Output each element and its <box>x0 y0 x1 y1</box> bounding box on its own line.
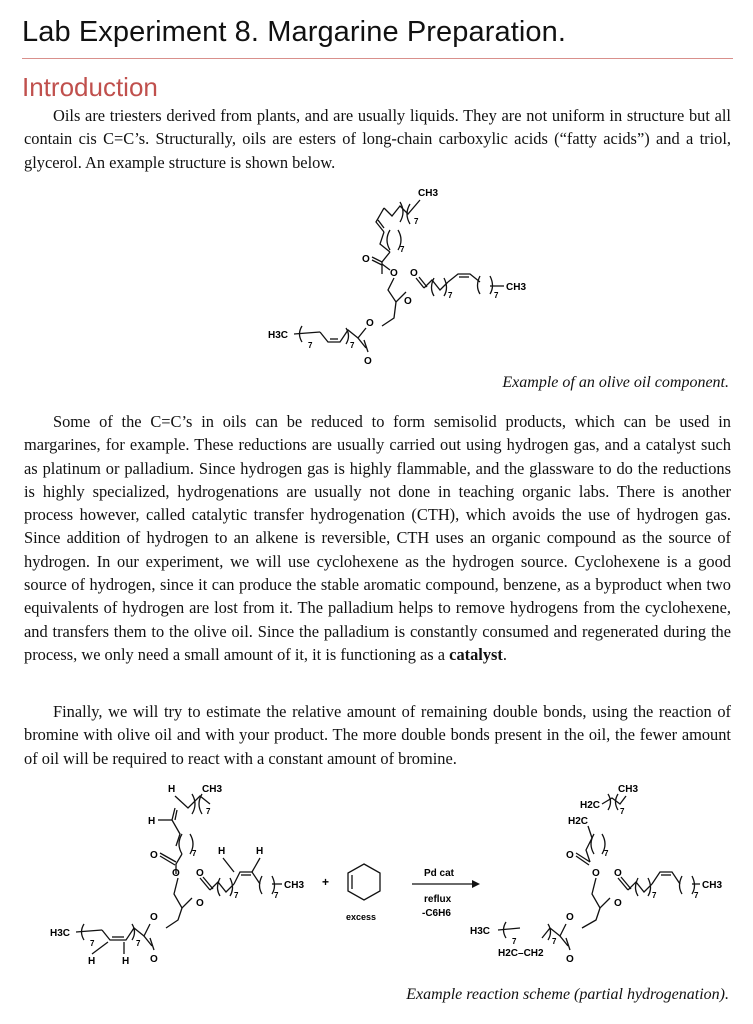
repeat-subscript: 7 <box>274 891 279 900</box>
repeat-subscript: 7 <box>652 891 657 900</box>
chain-bond <box>628 882 652 892</box>
paragraph-intro <box>24 104 731 174</box>
glycerol-bond <box>592 878 610 908</box>
double-bond <box>175 810 177 820</box>
repeat-bracket <box>636 878 639 896</box>
repeat-bracket <box>260 876 263 894</box>
repeat-subscript: 7 <box>400 245 405 254</box>
h3c-label: H3C <box>268 330 289 341</box>
repeat-bracket <box>478 276 481 294</box>
ch3-label: CH3 <box>418 188 439 199</box>
oxygen-label: O <box>592 868 600 879</box>
oxygen-label: O <box>614 868 622 879</box>
h3c-label: H3C <box>470 926 491 937</box>
title-divider <box>22 58 733 59</box>
chain-bond <box>602 796 626 804</box>
page-title: Lab Experiment 8. Margarine Preparation. <box>22 16 567 48</box>
chain-bond <box>560 924 568 946</box>
ch3-label: CH3 <box>506 282 527 293</box>
chain-bond <box>376 208 384 232</box>
repeat-subscript: 7 <box>448 291 453 300</box>
repeat-subscript: 7 <box>234 891 239 900</box>
repeat-subscript: 7 <box>192 849 197 858</box>
repeat-bracket <box>680 876 683 894</box>
oxygen-label: O <box>150 954 158 965</box>
reflux-label: reflux <box>424 894 452 905</box>
hydrogen-label: H <box>88 956 96 967</box>
ch3-label: CH3 <box>702 880 723 891</box>
repeat-bracket <box>387 230 390 250</box>
repeat-bracket <box>608 794 611 810</box>
repeat-subscript: 7 <box>694 891 699 900</box>
oxygen-label: O <box>196 898 204 909</box>
excess-label: excess <box>346 912 377 922</box>
carbonyl-bond <box>416 278 424 288</box>
oxygen-label: O <box>150 850 158 861</box>
repeat-bracket <box>490 276 493 294</box>
repeat-subscript: 7 <box>350 341 355 350</box>
h3c-label: H3C <box>50 928 71 939</box>
pd-catalyst-label: Pd cat <box>424 868 455 879</box>
repeat-bracket <box>132 924 135 940</box>
repeat-bracket <box>444 278 447 296</box>
repeat-subscript: 7 <box>308 341 313 350</box>
section-heading: Introduction <box>22 72 158 102</box>
repeat-subscript: 7 <box>604 849 609 858</box>
repeat-subscript: 7 <box>206 807 211 816</box>
glycerol-bond <box>174 878 192 908</box>
chain-bond <box>358 328 366 348</box>
oxygen-label: O <box>366 318 374 329</box>
chain-bond <box>448 274 480 282</box>
oxygen-label: O <box>566 954 574 965</box>
oxygen-label: O <box>362 254 370 265</box>
chain-bond <box>380 232 390 252</box>
h2c-label: H2C <box>580 800 601 811</box>
oxygen-label: O <box>404 296 412 307</box>
oxygen-label: O <box>410 268 418 279</box>
h2c-ch2-label: H2C–CH2 <box>498 948 544 959</box>
h-bond <box>252 858 260 872</box>
repeat-subscript: 7 <box>494 291 499 300</box>
chain-bond <box>144 924 152 946</box>
repeat-subscript: 7 <box>512 937 517 946</box>
repeat-bracket <box>400 202 403 222</box>
repeat-subscript: 7 <box>620 807 625 816</box>
arrow-head <box>472 880 480 888</box>
paragraph-cth <box>24 410 731 666</box>
paragraph-bromine-text: Finally, we will try to estimate the relative amount of remaining double bonds, using the reaction of bromine with olive oil and with your product. The more double bonds present in the oil, the fewer amount of oil will be required to react with a constant amount of bromine. <box>24 702 731 768</box>
oxygen-label: O <box>196 868 204 879</box>
paragraph-cth-text: Some of the C=C’s in oils can be reduced to form semisolid products, which can be used in margarines, for example. These reductions are usually carried out using hydrogen gas, and a catalyst such as platinum or palladium. Since hydrogen gas is highly flammable, and the glassware to do the reductions is highly specialized, hydrogenations are usually not done in teaching organic labs. There is another process however, called catalytic transfer hydrogenation (CTH), which avoids the use of hydrogen gas. Since addition of hydrogen to an alkene is reversible, CTH uses an organic compound as the source of hydrogen. In our experiment, we will use cyclohexene as the hydrogen source. Cyclohexene is a good source of hydrogen, since it can produce the stable aromatic compound, benzene, as a byproduct when two equivalents of hydrogen are lost from it. The palladium helps to remove hydrogens from the cyclohexene, and transfers them to the olive oil. Since the palladium is constantly consumed and regenerated during the process, we only need a small amount of it, it is functioning as a <box>24 412 731 664</box>
h2c-label: H2C <box>568 816 589 827</box>
chain-bond <box>382 252 390 274</box>
oxygen-label: O <box>364 356 372 367</box>
olive-oil-structure <box>250 182 550 372</box>
paragraph-intro-text: Oils are triesters derived from plants, and are usually liquids. They are not uniform in structure but all contain cis C=C’s. Structurally, oils are esters of long-chain carboxylic acids (“fatty acids”) and a triol, glycerol. An example structure is shown below. <box>24 106 731 172</box>
paragraph-bromine <box>24 700 731 770</box>
ester-bond <box>382 264 390 270</box>
oxygen-label: O <box>390 268 398 279</box>
repeat-subscript: 7 <box>90 939 95 948</box>
hydrogen-label: H <box>256 846 264 857</box>
repeat-subscript: 7 <box>136 939 141 948</box>
chain-bond <box>210 882 234 892</box>
oxygen-label: O <box>614 898 622 909</box>
repeat-bracket <box>218 878 221 896</box>
ch3-label: CH3 <box>284 880 305 891</box>
chain-bond <box>498 928 520 930</box>
hydrogen-label: H <box>168 784 176 795</box>
glycerol-bond <box>582 908 600 928</box>
ch3-label: CH3 <box>202 784 223 795</box>
repeat-subscript: 7 <box>552 937 557 946</box>
glycerol-bond <box>166 908 182 928</box>
hydrogen-label: H <box>148 816 156 827</box>
figure-caption-2: Example reaction scheme (partial hydrogenation). <box>406 986 729 1003</box>
chain-bond <box>424 280 448 290</box>
h-bond <box>223 858 234 872</box>
oxygen-label: O <box>566 912 574 923</box>
oxygen-label: O <box>566 850 574 861</box>
reaction-scheme <box>20 778 735 973</box>
glycerol-bond <box>382 302 396 326</box>
repeat-subscript: 7 <box>414 217 419 226</box>
chain-bond <box>234 872 260 884</box>
cyclohexene-ring <box>348 864 380 900</box>
hydrogen-label: H <box>122 956 130 967</box>
chain-bond <box>175 796 210 808</box>
catalyst-term: catalyst <box>449 644 503 664</box>
chain-bond <box>76 930 102 932</box>
figure-caption-1: Example of an olive oil component. <box>502 374 729 391</box>
ch3-label: CH3 <box>618 784 639 795</box>
paragraph-cth-end: . <box>502 644 507 664</box>
plus-sign: + <box>322 875 330 889</box>
hydrogen-label: H <box>218 846 226 857</box>
repeat-bracket <box>548 924 551 940</box>
oxygen-label: O <box>150 912 158 923</box>
oxygen-label: O <box>172 868 180 879</box>
chain-bond <box>294 332 320 334</box>
double-bond <box>378 220 384 228</box>
chain-bond <box>652 872 680 884</box>
byproduct-label: -C6H6 <box>422 908 451 919</box>
